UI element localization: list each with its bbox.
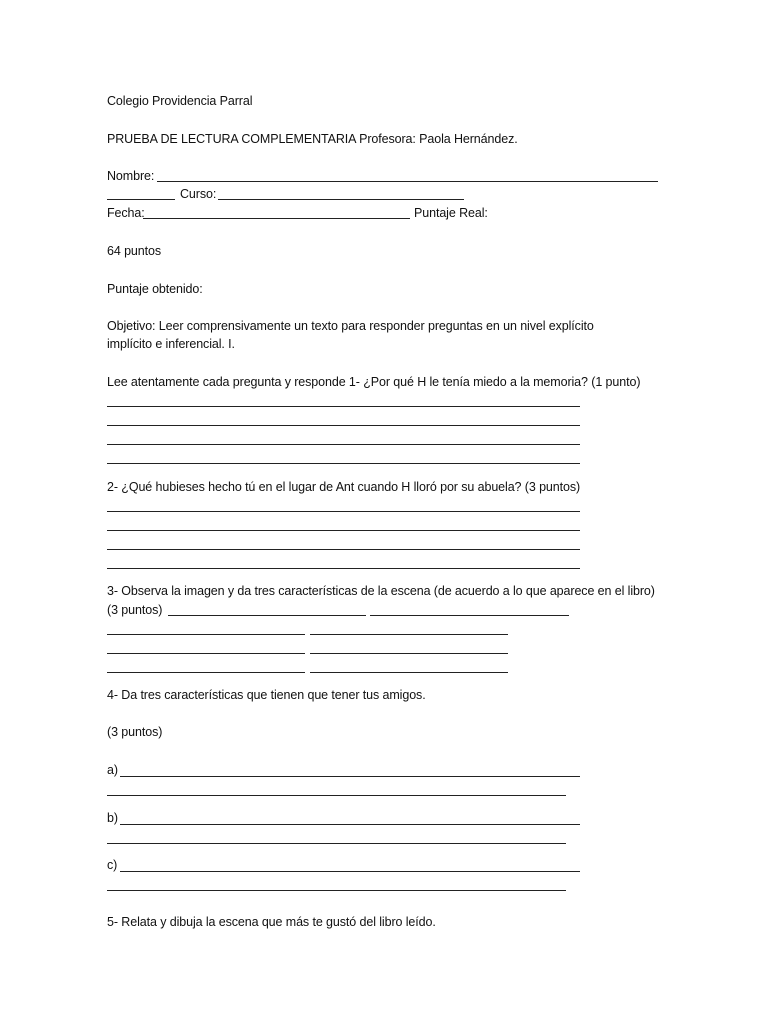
answer-line[interactable] [168, 615, 366, 616]
objective-line-2: implícito e inferencial. I. [107, 337, 235, 351]
test-title: PRUEBA DE LECTURA COMPLEMENTARIA Profesora: Paola Hernández. [107, 132, 518, 146]
answer-line-a[interactable] [120, 776, 580, 777]
total-points: 64 puntos [107, 244, 162, 258]
question-2: 2- ¿Qué hubieses hecho tú en el lugar de Ant cuando H lloró por su abuela? (3 puntos) [107, 480, 581, 494]
score-real-label: Puntaje Real: [414, 206, 488, 220]
answer-line-b[interactable] [107, 843, 566, 844]
question-3: 3- Observa la imagen y da tres características de la escena (de acuerdo a lo que aparece en el libro) [107, 584, 655, 598]
answer-line[interactable] [370, 615, 569, 616]
answer-line[interactable] [107, 463, 580, 464]
question-4-points: (3 puntos) [107, 725, 163, 739]
name-label: Nombre: [107, 169, 155, 183]
question-4: 4- Da tres características que tienen que tener tus amigos. [107, 688, 426, 702]
answer-line-c[interactable] [120, 871, 580, 872]
course-label: Curso: [180, 187, 217, 201]
score-obtained-label: Puntaje obtenido: [107, 282, 203, 296]
course-field[interactable] [218, 199, 464, 200]
answer-line-a[interactable] [107, 795, 566, 796]
answer-line[interactable] [310, 653, 508, 654]
option-b-label: b) [107, 811, 118, 825]
question-1: Lee atentamente cada pregunta y responde 1- ¿Por qué H le tenía miedo a la memoria? (1 punto) [107, 375, 641, 389]
answer-line[interactable] [107, 568, 580, 569]
date-field[interactable] [143, 218, 410, 219]
answer-line-b[interactable] [120, 824, 580, 825]
question-5: 5- Relata y dibuja la escena que más te gustó del libro leído. [107, 915, 436, 929]
date-label: Fecha: [107, 206, 145, 220]
option-a-label: a) [107, 763, 118, 777]
school-name: Colegio Providencia Parral [107, 94, 253, 108]
name-field-continued[interactable] [107, 199, 175, 200]
answer-line-c[interactable] [107, 890, 566, 891]
name-field[interactable] [157, 181, 658, 182]
answer-line[interactable] [107, 634, 305, 635]
answer-line[interactable] [107, 653, 305, 654]
answer-line[interactable] [107, 425, 580, 426]
question-3-points: (3 puntos) [107, 603, 163, 617]
answer-line[interactable] [107, 444, 580, 445]
objective-line-1: Objetivo: Leer comprensivamente un texto para responder preguntas en un nivel explícito [107, 319, 594, 333]
answer-line[interactable] [107, 530, 580, 531]
answer-line[interactable] [310, 672, 508, 673]
answer-line[interactable] [310, 634, 508, 635]
answer-line[interactable] [107, 406, 580, 407]
answer-line[interactable] [107, 511, 580, 512]
answer-line[interactable] [107, 549, 580, 550]
option-c-label: c) [107, 858, 118, 872]
answer-line[interactable] [107, 672, 305, 673]
